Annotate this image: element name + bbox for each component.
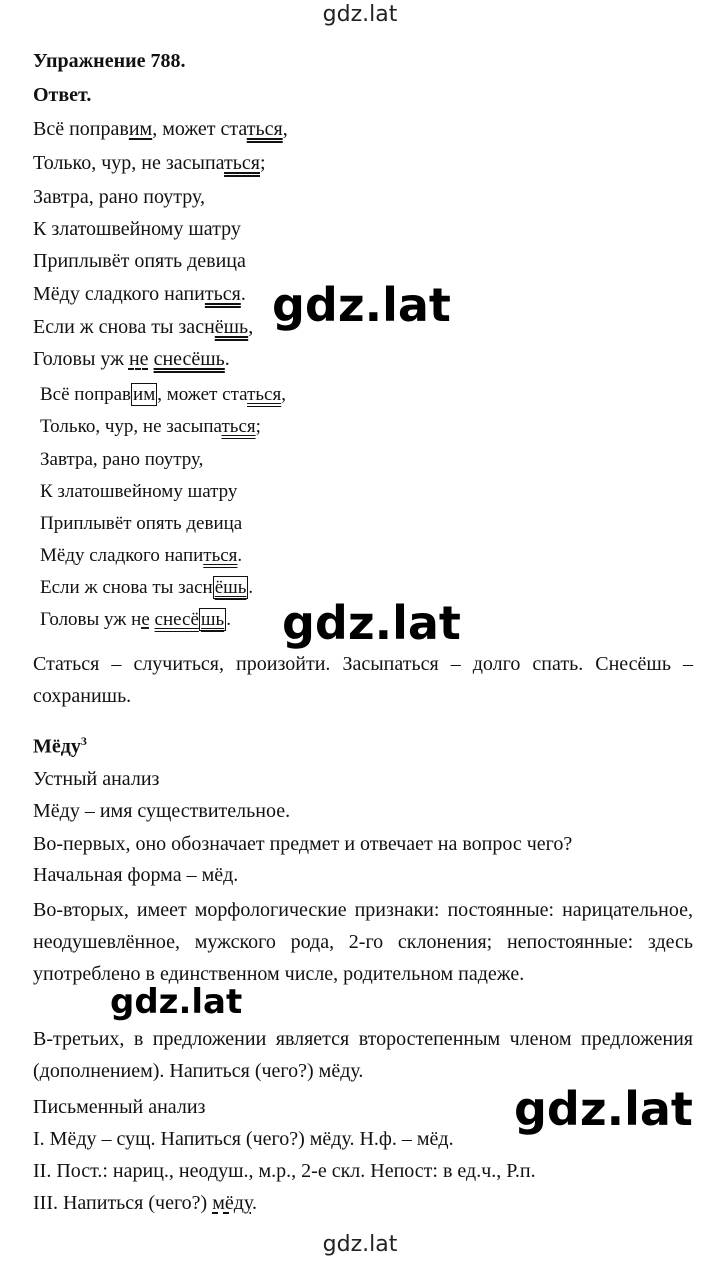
watermark: gdz.lat (282, 596, 461, 650)
poem-line: Если ж снова ты засн ёшь . (40, 577, 254, 598)
analysis-line: Мёду – имя существительное. (33, 800, 291, 822)
poem-line: Головы уж не снесё шь . (40, 609, 231, 630)
watermark: gdz.lat (110, 982, 243, 1022)
analysis-line: Начальная форма – мёд. (33, 864, 239, 886)
written-line: I. Мёду – сущ. Напиться (чего?) мёду. Н.ф. – мёд. (33, 1128, 454, 1150)
answer-label: Ответ. (33, 84, 92, 106)
written-line: II. Пост.: нариц., неодуш., м.р., 2-е скл. Непост: в ед.ч., Р.п. (33, 1160, 536, 1182)
analysis-paragraph: Во-вторых, имеет морфологические признаки: постоянные: нарицательное, неодушевлённое, мужского рода, 2-го склонения; непостоянные: здесь употреблено в единственном числе, родительном падеже. (33, 899, 693, 985)
poem-line: К златошвейному шатру (33, 218, 241, 240)
poem-line: Только, чур, не засыпаться; (33, 152, 266, 174)
watermark: gdz.lat (272, 278, 451, 332)
watermark: gdz.lat (514, 1082, 693, 1136)
poem-line: Мёду сладкого напиться. (40, 545, 243, 566)
exercise-title: Упражнение 788. (33, 50, 186, 72)
poem-line: Всё поправ им , может статься, (40, 384, 286, 405)
watermark-top: gdz.lat (322, 2, 398, 27)
analysis-line: Во-первых, оно обозначает предмет и отвечает на вопрос чего? (33, 833, 573, 855)
poem-line: К златошвейному шатру (40, 481, 238, 502)
written-line: III. Напиться (чего?) мёду. (33, 1192, 257, 1214)
poem-line: Только, чур, не засыпаться; (40, 416, 261, 437)
watermark-bottom: gdz.lat (322, 1232, 398, 1257)
poem-line: Если ж снова ты заснёшь, (33, 316, 254, 338)
written-analysis-heading: Письменный анализ (33, 1096, 206, 1118)
poem-line: Приплывёт опять девица (33, 250, 246, 272)
poem-line: Приплывёт опять девица (40, 513, 243, 534)
poem-line: Головы уж не снесёшь. (33, 348, 230, 370)
definitions-paragraph: Статься – случиться, произойти. Засыпаться – долго спать. Снесёшь – сохранишь. (33, 653, 693, 707)
poem-line: Мёду сладкого напиться. (33, 283, 246, 305)
poem-line: Всё поправим, может статься, (33, 118, 288, 140)
poem-line: Завтра, рано поутру, (33, 186, 205, 208)
oral-analysis-heading: Устный анализ (33, 768, 160, 790)
poem-line: Завтра, рано поутру, (40, 449, 204, 470)
analysis-paragraph: В-третьих, в предложении является второстепенным членом предложения (дополнением). Напиться (чего?) мёду. (33, 1028, 693, 1082)
analysis-word: Мёду$^3$ (33, 734, 87, 758)
